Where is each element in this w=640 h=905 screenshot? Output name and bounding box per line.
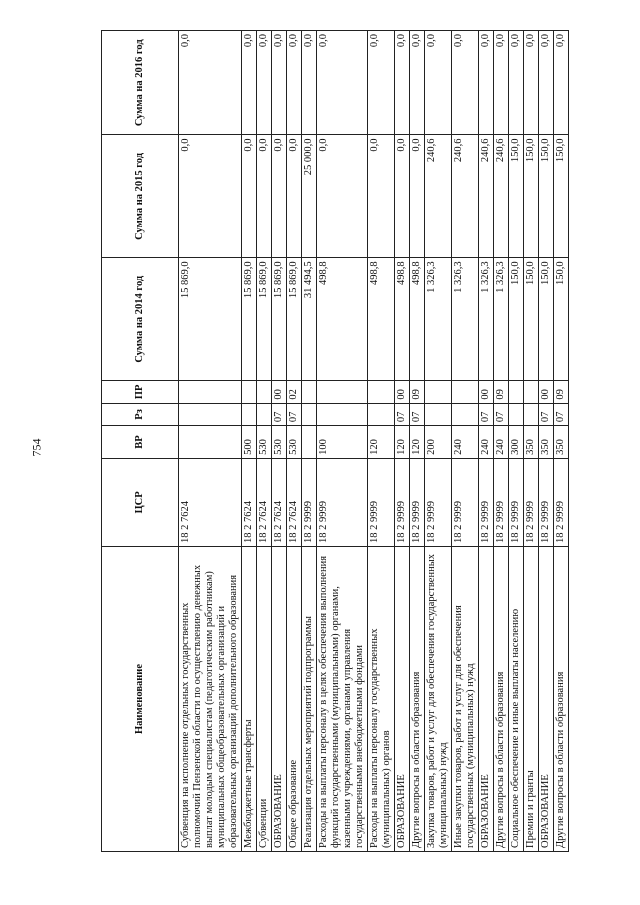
cell-rz: 07: [494, 403, 509, 426]
cell-y2014: 150,0: [539, 258, 554, 381]
cell-vr: 350: [524, 426, 539, 459]
cell-name: ОБРАЗОВАНИЕ: [479, 546, 494, 851]
cell-y2014: 498,8: [368, 258, 395, 381]
cell-vr: 350: [554, 426, 569, 459]
cell-rz: 07: [287, 403, 302, 426]
cell-y2014: 1 326,3: [494, 258, 509, 381]
cell-y2014: 1 326,3: [452, 258, 479, 381]
cell-name: Расходы на выплаты персоналу в целях обеспечения выполнения функций государственными (муниципальными) органами, казенными учреждениями, органами управления государственными внебюджетными фондами: [317, 546, 368, 851]
header-y2016: Сумма на 2016 год: [102, 31, 179, 135]
cell-y2014: 150,0: [524, 258, 539, 381]
cell-name: Расходы на выплаты персоналу государственных (муниципальных) органов: [368, 546, 395, 851]
cell-pr: [452, 381, 479, 404]
header-y2015: Сумма на 2015 год: [102, 135, 179, 258]
cell-y2015: 0,0: [395, 135, 410, 258]
cell-y2016: 0,0: [494, 31, 509, 135]
cell-y2015: 240,6: [425, 135, 452, 258]
cell-pr: [368, 381, 395, 404]
cell-csr: 18 2 7624: [179, 458, 242, 546]
cell-y2014: 31 494,5: [302, 258, 317, 381]
cell-vr: 240: [494, 426, 509, 459]
cell-y2015: 0,0: [272, 135, 287, 258]
cell-vr: 300: [509, 426, 524, 459]
cell-y2015: 150,0: [524, 135, 539, 258]
table-row: [452, 31, 479, 852]
cell-y2015: 0,0: [287, 135, 302, 258]
cell-csr: 18 2 9999: [425, 458, 452, 546]
cell-y2014: 498,8: [395, 258, 410, 381]
cell-y2015: 0,0: [179, 135, 242, 258]
cell-y2016: 0,0: [272, 31, 287, 135]
header-name: Наименование: [102, 546, 179, 851]
cell-y2016: 0,0: [257, 31, 272, 135]
cell-csr: 18 2 9999: [494, 458, 509, 546]
header-csr: ЦСР: [102, 458, 179, 546]
cell-name: Закупка товаров, работ и услуг для обеспечения государственных (муниципальных) нужд: [425, 546, 452, 851]
cell-y2014: 15 869,0: [287, 258, 302, 381]
cell-name: ОБРАЗОВАНИЕ: [272, 546, 287, 851]
table-row: [494, 31, 509, 852]
cell-y2016: 0,0: [368, 31, 395, 135]
table-row: [287, 31, 302, 852]
cell-rz: [242, 403, 257, 426]
header-vr: ВР: [102, 426, 179, 459]
cell-rz: [257, 403, 272, 426]
cell-y2015: 240,6: [452, 135, 479, 258]
cell-rz: [368, 403, 395, 426]
cell-vr: 100: [317, 426, 368, 459]
table-row: [302, 31, 317, 852]
header-rz: Рз: [102, 403, 179, 426]
cell-name: Премии и гранты: [524, 546, 539, 851]
cell-y2015: 0,0: [368, 135, 395, 258]
table-header-row: [102, 31, 179, 852]
table-row: [242, 31, 257, 852]
cell-y2016: 0,0: [509, 31, 524, 135]
cell-name: Другие вопросы в области образования: [554, 546, 569, 851]
cell-csr: 18 2 9999: [395, 458, 410, 546]
budget-table-container: [101, 30, 566, 852]
cell-name: ОБРАЗОВАНИЕ: [395, 546, 410, 851]
cell-y2016: 0,0: [395, 31, 410, 135]
cell-name: Общее образование: [287, 546, 302, 851]
cell-y2015: 240,6: [479, 135, 494, 258]
cell-pr: 00: [395, 381, 410, 404]
header-y2014: Сумма на 2014 год: [102, 258, 179, 381]
cell-name: Социальное обеспечение и иные выплаты населению: [509, 546, 524, 851]
cell-y2014: 150,0: [554, 258, 569, 381]
cell-rz: 07: [410, 403, 425, 426]
cell-csr: 18 2 9999: [317, 458, 368, 546]
cell-rz: [317, 403, 368, 426]
cell-vr: 530: [257, 426, 272, 459]
cell-vr: 350: [539, 426, 554, 459]
cell-pr: 00: [272, 381, 287, 404]
cell-y2016: 0,0: [425, 31, 452, 135]
cell-vr: 500: [242, 426, 257, 459]
cell-y2016: 0,0: [539, 31, 554, 135]
cell-pr: 09: [554, 381, 569, 404]
page-number: 754: [29, 438, 44, 457]
cell-y2016: 0,0: [179, 31, 242, 135]
header-pr: ПР: [102, 381, 179, 404]
table-row: [395, 31, 410, 852]
cell-csr: 18 2 9999: [539, 458, 554, 546]
cell-csr: 18 2 9999: [452, 458, 479, 546]
table-row: [368, 31, 395, 852]
cell-vr: 530: [287, 426, 302, 459]
cell-y2016: 0,0: [302, 31, 317, 135]
cell-vr: 120: [410, 426, 425, 459]
cell-y2015: 150,0: [554, 135, 569, 258]
cell-y2014: 1 326,3: [425, 258, 452, 381]
table-row: [509, 31, 524, 852]
cell-y2014: 498,8: [317, 258, 368, 381]
table-row: [539, 31, 554, 852]
cell-y2016: 0,0: [410, 31, 425, 135]
cell-y2016: 0,0: [524, 31, 539, 135]
cell-pr: [302, 381, 317, 404]
cell-y2015: 0,0: [410, 135, 425, 258]
cell-csr: 18 2 9999: [479, 458, 494, 546]
cell-y2016: 0,0: [452, 31, 479, 135]
cell-pr: [509, 381, 524, 404]
cell-name: Реализация отдельных мероприятий подпрограммы: [302, 546, 317, 851]
budget-table: [101, 30, 569, 852]
cell-csr: 18 2 9999: [410, 458, 425, 546]
cell-pr: [425, 381, 452, 404]
cell-csr: 18 2 7624: [242, 458, 257, 546]
cell-y2015: 240,6: [494, 135, 509, 258]
table-row: [257, 31, 272, 852]
cell-csr: 18 2 9999: [509, 458, 524, 546]
cell-y2015: 25 000,0: [302, 135, 317, 258]
cell-name: Иные закупки товаров, работ и услуг для обеспечения государственных (муниципальных) нужд: [452, 546, 479, 851]
table-row: [179, 31, 242, 852]
cell-csr: 18 2 7624: [272, 458, 287, 546]
table-row: [554, 31, 569, 852]
cell-vr: 120: [368, 426, 395, 459]
cell-pr: [242, 381, 257, 404]
cell-y2016: 0,0: [479, 31, 494, 135]
cell-vr: [302, 426, 317, 459]
rotated-table-frame: [101, 30, 566, 852]
cell-pr: [317, 381, 368, 404]
cell-y2015: 0,0: [257, 135, 272, 258]
cell-rz: [509, 403, 524, 426]
cell-pr: 00: [539, 381, 554, 404]
cell-name: Межбюджетные трансферты: [242, 546, 257, 851]
cell-pr: 02: [287, 381, 302, 404]
cell-name: Другие вопросы в области образования: [410, 546, 425, 851]
cell-name: Субвенция на исполнение отдельных государственных полномочий Пензенской области по осуществлению денежных выплат молодым специалистам (педагогическим работникам) муниципальных общеобразовательных организаций и образовательных организаций дополнительного образования: [179, 546, 242, 851]
cell-pr: [524, 381, 539, 404]
cell-vr: 120: [395, 426, 410, 459]
cell-y2015: 150,0: [539, 135, 554, 258]
cell-rz: [302, 403, 317, 426]
cell-rz: 07: [539, 403, 554, 426]
cell-pr: 00: [479, 381, 494, 404]
cell-vr: 530: [272, 426, 287, 459]
cell-rz: [425, 403, 452, 426]
cell-rz: [524, 403, 539, 426]
cell-y2016: 0,0: [317, 31, 368, 135]
cell-name: Другие вопросы в области образования: [494, 546, 509, 851]
cell-pr: [179, 381, 242, 404]
cell-y2014: 150,0: [509, 258, 524, 381]
cell-y2015: 150,0: [509, 135, 524, 258]
cell-y2014: 15 869,0: [272, 258, 287, 381]
cell-y2014: 15 869,0: [257, 258, 272, 381]
cell-name: ОБРАЗОВАНИЕ: [539, 546, 554, 851]
cell-csr: 18 2 9999: [554, 458, 569, 546]
cell-rz: 07: [272, 403, 287, 426]
cell-pr: [257, 381, 272, 404]
cell-pr: 09: [410, 381, 425, 404]
cell-y2014: 15 869,0: [242, 258, 257, 381]
cell-rz: [452, 403, 479, 426]
cell-rz: 07: [395, 403, 410, 426]
cell-csr: 18 2 9999: [368, 458, 395, 546]
cell-vr: 200: [425, 426, 452, 459]
table-row: [524, 31, 539, 852]
cell-rz: 07: [554, 403, 569, 426]
cell-vr: [179, 426, 242, 459]
table-row: [410, 31, 425, 852]
cell-csr: 18 2 9999: [524, 458, 539, 546]
cell-y2016: 0,0: [287, 31, 302, 135]
cell-csr: 18 2 9999: [302, 458, 317, 546]
cell-y2016: 0,0: [554, 31, 569, 135]
cell-csr: 18 2 7624: [287, 458, 302, 546]
cell-csr: 18 2 7624: [257, 458, 272, 546]
cell-name: Субвенции: [257, 546, 272, 851]
table-row: [317, 31, 368, 852]
cell-vr: 240: [452, 426, 479, 459]
cell-rz: 07: [479, 403, 494, 426]
cell-vr: 240: [479, 426, 494, 459]
cell-y2016: 0,0: [242, 31, 257, 135]
cell-pr: 09: [494, 381, 509, 404]
cell-y2015: 0,0: [242, 135, 257, 258]
table-row: [479, 31, 494, 852]
cell-y2014: 15 869,0: [179, 258, 242, 381]
table-body: [179, 31, 569, 852]
cell-y2014: 1 326,3: [479, 258, 494, 381]
table-row: [425, 31, 452, 852]
cell-y2014: 498,8: [410, 258, 425, 381]
cell-y2015: 0,0: [317, 135, 368, 258]
cell-rz: [179, 403, 242, 426]
table-row: [272, 31, 287, 852]
